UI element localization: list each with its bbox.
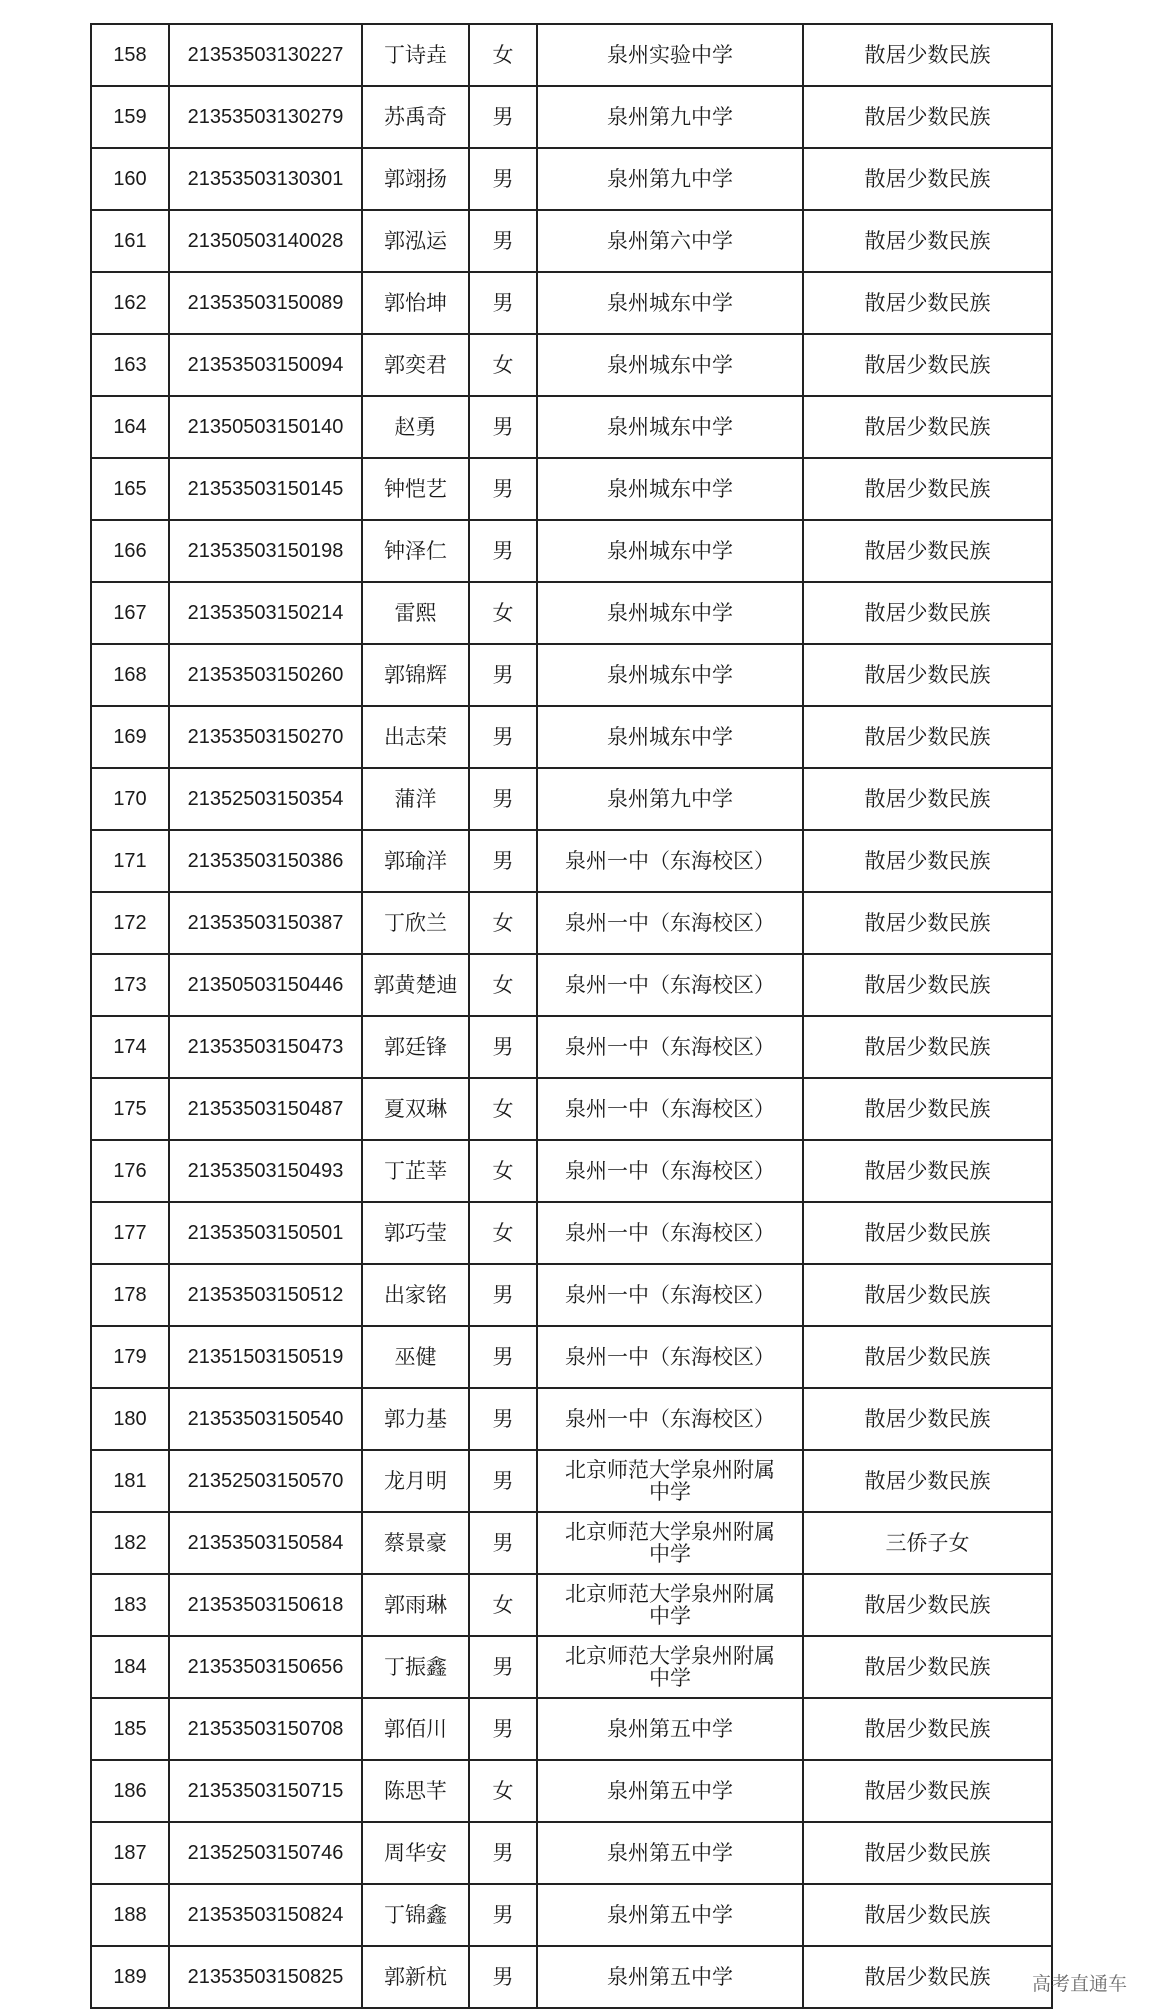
category-cell: 散居少数民族 — [803, 396, 1052, 458]
row-number-cell: 166 — [91, 520, 169, 582]
gender-cell: 男 — [469, 458, 537, 520]
school-text: 泉州一中（东海校区） — [565, 1096, 775, 1121]
exam-id-cell: 21353503150089 — [169, 272, 362, 334]
category-cell: 散居少数民族 — [803, 1140, 1052, 1202]
table-row — [91, 520, 1052, 582]
student-name-cell: 郭奕君 — [362, 334, 469, 396]
table-row — [91, 1636, 1052, 1698]
row-number-cell: 184 — [91, 1636, 169, 1698]
gender-cell: 女 — [469, 334, 537, 396]
category-cell: 散居少数民族 — [803, 1636, 1052, 1698]
exam-id-cell: 21353503150584 — [169, 1512, 362, 1574]
table-row — [91, 396, 1052, 458]
row-number-cell: 174 — [91, 1016, 169, 1078]
row-number-cell: 162 — [91, 272, 169, 334]
school-text: 泉州第五中学 — [607, 1778, 733, 1803]
watermark: 高考直通车 — [1031, 1973, 1127, 1995]
school-cell — [537, 1264, 803, 1326]
exam-id-cell: 21351503150519 — [169, 1326, 362, 1388]
row-number-cell: 160 — [91, 148, 169, 210]
table-row — [91, 1078, 1052, 1140]
school-cell — [537, 1884, 803, 1946]
row-number-cell: 176 — [91, 1140, 169, 1202]
school-text: 泉州第九中学 — [607, 104, 733, 129]
exam-id-cell: 21353503150824 — [169, 1884, 362, 1946]
school-text: 泉州第九中学 — [607, 786, 733, 811]
category-cell: 散居少数民族 — [803, 768, 1052, 830]
school-cell — [537, 148, 803, 210]
student-name-cell: 郭力基 — [362, 1388, 469, 1450]
school-text: 泉州城东中学 — [607, 414, 733, 439]
category-cell: 三侨子女 — [803, 1512, 1052, 1574]
gender-cell: 男 — [469, 644, 537, 706]
student-name-cell: 出志荣 — [362, 706, 469, 768]
table-row — [91, 768, 1052, 830]
exam-id-cell: 21353503150512 — [169, 1264, 362, 1326]
school-cell — [537, 272, 803, 334]
row-number-cell: 169 — [91, 706, 169, 768]
gender-cell: 女 — [469, 582, 537, 644]
exam-id-cell: 21353503150094 — [169, 334, 362, 396]
gender-cell: 女 — [469, 1202, 537, 1264]
category-cell: 散居少数民族 — [803, 520, 1052, 582]
row-number-cell: 165 — [91, 458, 169, 520]
table-row — [91, 1946, 1052, 2008]
exam-id-cell: 21353503150715 — [169, 1760, 362, 1822]
category-cell: 散居少数民族 — [803, 892, 1052, 954]
category-cell: 散居少数民族 — [803, 210, 1052, 272]
student-name-cell: 郭廷锋 — [362, 1016, 469, 1078]
school-cell — [537, 582, 803, 644]
school-text: 泉州第五中学 — [607, 1902, 733, 1927]
category-cell: 散居少数民族 — [803, 334, 1052, 396]
school-cell — [537, 706, 803, 768]
student-name-cell: 陈思芊 — [362, 1760, 469, 1822]
category-cell: 散居少数民族 — [803, 1202, 1052, 1264]
school-cell — [537, 1636, 803, 1698]
exam-id-cell: 21353503150386 — [169, 830, 362, 892]
gender-cell: 男 — [469, 272, 537, 334]
school-text: 泉州城东中学 — [607, 662, 733, 687]
category-cell: 散居少数民族 — [803, 86, 1052, 148]
school-text: 泉州城东中学 — [607, 476, 733, 501]
school-cell — [537, 768, 803, 830]
row-number-cell: 175 — [91, 1078, 169, 1140]
exam-id-cell: 21353503150501 — [169, 1202, 362, 1264]
school-cell — [537, 24, 803, 86]
school-text: 泉州城东中学 — [607, 352, 733, 377]
school-text: 泉州一中（东海校区） — [565, 1406, 775, 1431]
school-cell — [537, 830, 803, 892]
category-cell: 散居少数民族 — [803, 1264, 1052, 1326]
table-row — [91, 1760, 1052, 1822]
school-cell — [537, 1140, 803, 1202]
school-text: 泉州第九中学 — [607, 166, 733, 191]
school-text: 泉州一中（东海校区） — [565, 972, 775, 997]
exam-id-cell: 21353503150656 — [169, 1636, 362, 1698]
row-number-cell: 185 — [91, 1698, 169, 1760]
exam-id-cell: 21353503150473 — [169, 1016, 362, 1078]
gender-cell: 男 — [469, 1512, 537, 1574]
school-cell — [537, 892, 803, 954]
exam-id-cell: 21352503150746 — [169, 1822, 362, 1884]
table-row — [91, 1822, 1052, 1884]
gender-cell: 男 — [469, 520, 537, 582]
school-cell — [537, 1822, 803, 1884]
student-name-cell: 丁芷莘 — [362, 1140, 469, 1202]
row-number-cell: 177 — [91, 1202, 169, 1264]
category-cell: 散居少数民族 — [803, 1884, 1052, 1946]
category-cell: 散居少数民族 — [803, 1698, 1052, 1760]
exam-id-cell: 21350503140028 — [169, 210, 362, 272]
student-name-cell: 郭雨琳 — [362, 1574, 469, 1636]
school-text: 北京师范大学泉州附属中学 — [565, 1457, 775, 1504]
student-name-cell: 郭瑜洋 — [362, 830, 469, 892]
category-cell: 散居少数民族 — [803, 1078, 1052, 1140]
table-row — [91, 1450, 1052, 1512]
school-cell — [537, 1016, 803, 1078]
student-name-cell: 钟泽仁 — [362, 520, 469, 582]
gender-cell: 男 — [469, 1326, 537, 1388]
category-cell: 散居少数民族 — [803, 1574, 1052, 1636]
table-row — [91, 148, 1052, 210]
school-cell — [537, 954, 803, 1016]
table-row — [91, 1016, 1052, 1078]
school-text: 泉州一中（东海校区） — [565, 910, 775, 935]
exam-id-cell: 21353503150270 — [169, 706, 362, 768]
table-row — [91, 1884, 1052, 1946]
gender-cell: 男 — [469, 1264, 537, 1326]
student-name-cell: 出家铭 — [362, 1264, 469, 1326]
school-text: 泉州一中（东海校区） — [565, 1282, 775, 1307]
category-cell: 散居少数民族 — [803, 582, 1052, 644]
exam-id-cell: 21353503150825 — [169, 1946, 362, 2008]
table-row — [91, 1326, 1052, 1388]
school-text: 泉州第五中学 — [607, 1716, 733, 1741]
row-number-cell: 183 — [91, 1574, 169, 1636]
category-cell: 散居少数民族 — [803, 706, 1052, 768]
gender-cell: 男 — [469, 768, 537, 830]
exam-id-cell: 21353503150618 — [169, 1574, 362, 1636]
category-cell: 散居少数民族 — [803, 458, 1052, 520]
student-name-cell: 郭泓运 — [362, 210, 469, 272]
school-text: 泉州城东中学 — [607, 290, 733, 315]
row-number-cell: 164 — [91, 396, 169, 458]
exam-id-cell: 21353503150540 — [169, 1388, 362, 1450]
gender-cell: 男 — [469, 396, 537, 458]
school-cell — [537, 520, 803, 582]
exam-id-cell: 21350503150446 — [169, 954, 362, 1016]
gender-cell: 男 — [469, 706, 537, 768]
school-text: 北京师范大学泉州附属中学 — [565, 1519, 775, 1566]
school-text: 泉州第五中学 — [607, 1964, 733, 1989]
row-number-cell: 159 — [91, 86, 169, 148]
student-name-cell: 丁欣兰 — [362, 892, 469, 954]
row-number-cell: 171 — [91, 830, 169, 892]
gender-cell: 男 — [469, 1636, 537, 1698]
school-text: 泉州第五中学 — [607, 1840, 733, 1865]
student-name-cell: 丁振鑫 — [362, 1636, 469, 1698]
table-row — [91, 1202, 1052, 1264]
category-cell: 散居少数民族 — [803, 1326, 1052, 1388]
category-cell: 散居少数民族 — [803, 1016, 1052, 1078]
table-row — [91, 458, 1052, 520]
row-number-cell: 172 — [91, 892, 169, 954]
student-name-cell: 郭巧莹 — [362, 1202, 469, 1264]
exam-id-cell: 21352503150570 — [169, 1450, 362, 1512]
school-cell — [537, 1388, 803, 1450]
gender-cell: 女 — [469, 954, 537, 1016]
school-cell — [537, 1946, 803, 2008]
school-text: 泉州城东中学 — [607, 724, 733, 749]
exam-id-cell: 21353503150708 — [169, 1698, 362, 1760]
exam-id-cell: 21352503150354 — [169, 768, 362, 830]
gender-cell: 女 — [469, 1574, 537, 1636]
exam-id-cell: 21350503150140 — [169, 396, 362, 458]
gender-cell: 男 — [469, 86, 537, 148]
row-number-cell: 178 — [91, 1264, 169, 1326]
category-cell: 散居少数民族 — [803, 1388, 1052, 1450]
row-number-cell: 158 — [91, 24, 169, 86]
row-number-cell: 186 — [91, 1760, 169, 1822]
exam-id-cell: 21353503130301 — [169, 148, 362, 210]
school-cell — [537, 1450, 803, 1512]
category-cell: 散居少数民族 — [803, 1822, 1052, 1884]
row-number-cell: 167 — [91, 582, 169, 644]
exam-id-cell: 21353503150493 — [169, 1140, 362, 1202]
school-cell — [537, 1760, 803, 1822]
school-cell — [537, 210, 803, 272]
gender-cell: 男 — [469, 210, 537, 272]
category-cell: 散居少数民族 — [803, 272, 1052, 334]
school-cell — [537, 1326, 803, 1388]
gender-cell: 男 — [469, 1388, 537, 1450]
school-cell — [537, 644, 803, 706]
table-row — [91, 644, 1052, 706]
category-cell: 散居少数民族 — [803, 1760, 1052, 1822]
student-name-cell: 蔡景豪 — [362, 1512, 469, 1574]
school-text: 北京师范大学泉州附属中学 — [565, 1581, 775, 1628]
school-text: 泉州一中（东海校区） — [565, 1344, 775, 1369]
school-cell — [537, 1202, 803, 1264]
school-cell — [537, 1574, 803, 1636]
school-cell — [537, 86, 803, 148]
gender-cell: 男 — [469, 1450, 537, 1512]
exam-id-cell: 21353503130279 — [169, 86, 362, 148]
school-text: 泉州一中（东海校区） — [565, 1220, 775, 1245]
exam-id-cell: 21353503150145 — [169, 458, 362, 520]
row-number-cell: 180 — [91, 1388, 169, 1450]
school-text: 泉州第六中学 — [607, 228, 733, 253]
category-cell: 散居少数民族 — [803, 644, 1052, 706]
category-cell: 散居少数民族 — [803, 24, 1052, 86]
exam-id-cell: 21353503150487 — [169, 1078, 362, 1140]
row-number-cell: 179 — [91, 1326, 169, 1388]
roster-body — [91, 24, 1052, 2008]
gender-cell: 女 — [469, 1760, 537, 1822]
exam-id-cell: 21353503150214 — [169, 582, 362, 644]
gender-cell: 男 — [469, 830, 537, 892]
school-text: 泉州一中（东海校区） — [565, 1034, 775, 1059]
row-number-cell: 181 — [91, 1450, 169, 1512]
row-number-cell: 168 — [91, 644, 169, 706]
school-cell — [537, 1512, 803, 1574]
student-name-cell: 丁诗垚 — [362, 24, 469, 86]
student-name-cell: 丁锦鑫 — [362, 1884, 469, 1946]
student-name-cell: 郭翊扬 — [362, 148, 469, 210]
table-row — [91, 1512, 1052, 1574]
gender-cell: 男 — [469, 148, 537, 210]
school-text: 泉州实验中学 — [607, 42, 733, 67]
table-row — [91, 1264, 1052, 1326]
table-row — [91, 1574, 1052, 1636]
table-row — [91, 334, 1052, 396]
school-cell — [537, 1698, 803, 1760]
school-cell — [537, 396, 803, 458]
student-name-cell: 苏禹奇 — [362, 86, 469, 148]
exam-id-cell: 21353503150198 — [169, 520, 362, 582]
table-row — [91, 210, 1052, 272]
table-row — [91, 706, 1052, 768]
row-number-cell: 163 — [91, 334, 169, 396]
school-text: 泉州一中（东海校区） — [565, 848, 775, 873]
student-name-cell: 蒲洋 — [362, 768, 469, 830]
school-cell — [537, 334, 803, 396]
exam-id-cell: 21353503150260 — [169, 644, 362, 706]
category-cell: 散居少数民族 — [803, 148, 1052, 210]
table-row — [91, 892, 1052, 954]
school-text: 北京师范大学泉州附属中学 — [565, 1643, 775, 1690]
row-number-cell: 187 — [91, 1822, 169, 1884]
table-row — [91, 830, 1052, 892]
student-name-cell: 周华安 — [362, 1822, 469, 1884]
table-row — [91, 954, 1052, 1016]
school-cell — [537, 1078, 803, 1140]
table-row — [91, 1388, 1052, 1450]
category-cell: 散居少数民族 — [803, 954, 1052, 1016]
school-text: 泉州一中（东海校区） — [565, 1158, 775, 1183]
exam-id-cell: 21353503150387 — [169, 892, 362, 954]
table-row — [91, 24, 1052, 86]
row-number-cell: 173 — [91, 954, 169, 1016]
roster-table — [90, 23, 1053, 2009]
student-name-cell: 巫健 — [362, 1326, 469, 1388]
student-name-cell: 郭黄楚迪 — [362, 954, 469, 1016]
student-name-cell: 龙月明 — [362, 1450, 469, 1512]
student-name-cell: 郭怡坤 — [362, 272, 469, 334]
student-name-cell: 钟恺艺 — [362, 458, 469, 520]
table-row — [91, 1698, 1052, 1760]
school-text: 泉州城东中学 — [607, 538, 733, 563]
student-name-cell: 夏双琳 — [362, 1078, 469, 1140]
school-text: 泉州城东中学 — [607, 600, 733, 625]
gender-cell: 男 — [469, 1884, 537, 1946]
student-name-cell: 赵勇 — [362, 396, 469, 458]
table-row — [91, 272, 1052, 334]
student-name-cell: 郭锦辉 — [362, 644, 469, 706]
table-row — [91, 1140, 1052, 1202]
gender-cell: 女 — [469, 892, 537, 954]
student-name-cell: 郭佰川 — [362, 1698, 469, 1760]
table-row — [91, 86, 1052, 148]
gender-cell: 男 — [469, 1946, 537, 2008]
category-cell: 散居少数民族 — [803, 1450, 1052, 1512]
row-number-cell: 188 — [91, 1884, 169, 1946]
row-number-cell: 170 — [91, 768, 169, 830]
student-name-cell: 雷熙 — [362, 582, 469, 644]
gender-cell: 男 — [469, 1016, 537, 1078]
exam-id-cell: 21353503130227 — [169, 24, 362, 86]
school-cell — [537, 458, 803, 520]
gender-cell: 女 — [469, 24, 537, 86]
row-number-cell: 189 — [91, 1946, 169, 2008]
student-name-cell: 郭新杭 — [362, 1946, 469, 2008]
gender-cell: 女 — [469, 1078, 537, 1140]
row-number-cell: 182 — [91, 1512, 169, 1574]
category-cell: 散居少数民族 — [803, 830, 1052, 892]
table-row — [91, 582, 1052, 644]
gender-cell: 男 — [469, 1698, 537, 1760]
gender-cell: 男 — [469, 1822, 537, 1884]
gender-cell: 女 — [469, 1140, 537, 1202]
row-number-cell: 161 — [91, 210, 169, 272]
category-cell: 散居少数民族 — [803, 1946, 1052, 2008]
